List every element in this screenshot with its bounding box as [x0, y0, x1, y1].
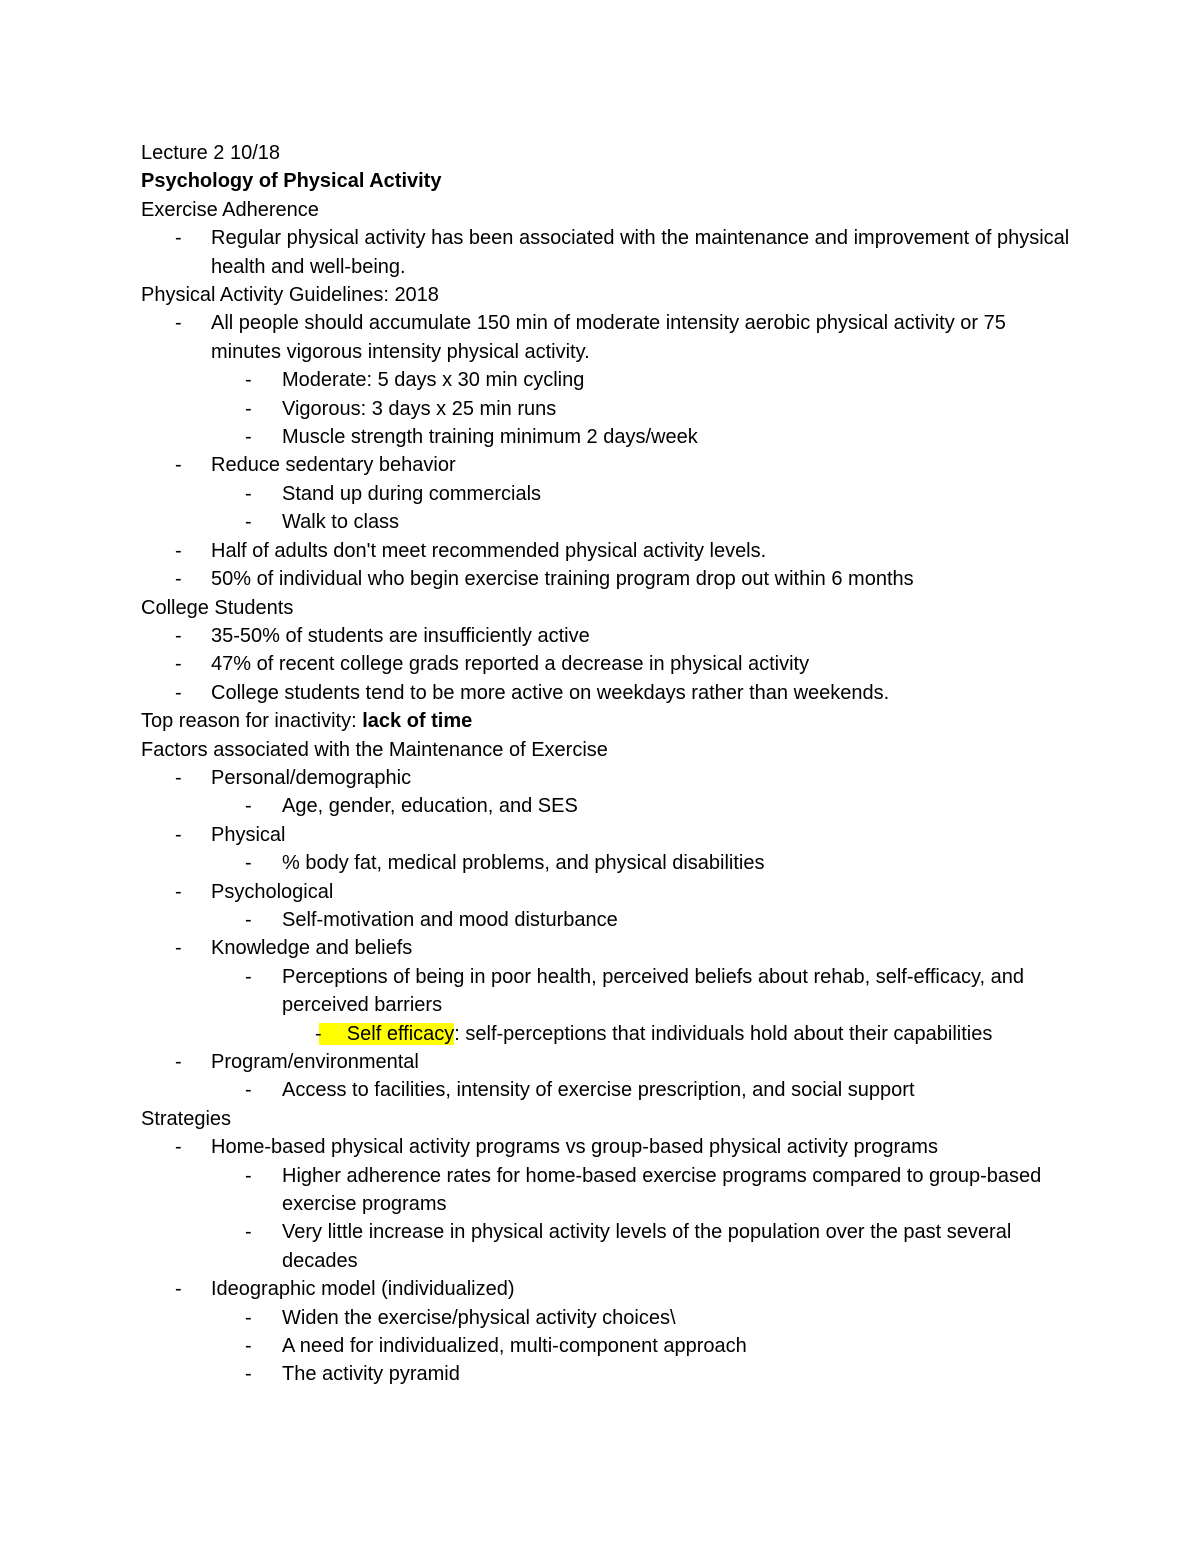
list-item-text: 50% of individual who begin exercise training program drop out within 6 months: [211, 568, 914, 591]
bullet-dash: -: [175, 1278, 182, 1301]
highlighted-term-text: Self efficacy: [346, 1022, 455, 1045]
list-item-text: Vigorous: 3 days x 25 min runs: [282, 397, 557, 420]
list-item: [141, 366, 1071, 394]
bullet-dash: -: [175, 1136, 182, 1159]
list-item: [141, 1133, 1071, 1161]
list-item: [141, 934, 1071, 962]
list-item-text: % body fat, medical problems, and physical disabilities: [282, 852, 765, 875]
list-item: [141, 1048, 1071, 1076]
list-item-text: Access to facilities, intensity of exercise prescription, and social support: [282, 1079, 915, 1102]
list-item: [141, 1076, 1071, 1104]
bullet-dash: -: [245, 1079, 252, 1102]
bullet-dash: -: [245, 1164, 252, 1187]
list-item: [141, 878, 1071, 906]
bullet-dash: -: [245, 852, 252, 875]
bullet-dash: -: [245, 1221, 252, 1244]
bullet-dash: -: [245, 511, 252, 534]
highlighted-term: [319, 1023, 454, 1045]
section-heading-factors: Factors associated with the Maintenance of Exercise: [141, 738, 608, 761]
bullet-dash: -: [245, 1306, 252, 1329]
bullet-dash: -: [175, 823, 182, 846]
list-item: [141, 537, 1071, 565]
bullet-dash: -: [175, 539, 182, 562]
list-item-text: Ideographic model (individualized): [211, 1278, 515, 1301]
list-item-text: Personal/demographic: [211, 766, 412, 789]
bullet-dash: -: [175, 227, 182, 250]
list-item: [141, 679, 1071, 707]
list-item: [141, 565, 1071, 593]
bullet-dash: -: [245, 369, 252, 392]
list-item: [141, 906, 1071, 934]
bullet-dash: -: [175, 624, 182, 647]
list-item-text: Psychological: [211, 880, 334, 903]
list-item: [141, 451, 1071, 479]
bullet-dash: -: [315, 1022, 322, 1045]
list-item: [141, 1020, 1071, 1048]
list-item-text: Half of adults don't meet recommended physical activity levels.: [211, 539, 767, 562]
top-reason-prefix: Top reason for inactivity:: [141, 710, 363, 733]
bullet-dash: -: [175, 880, 182, 903]
list-item-text: Muscle strength training minimum 2 days/week: [282, 426, 698, 449]
list-item-text: Perceptions of being in poor health, perceived beliefs about rehab, self-efficacy, and perceived barriers: [282, 965, 1024, 1017]
list-item-text: Age, gender, education, and SES: [282, 795, 578, 818]
list-item-text: Very little increase in physical activity levels of the population over the past several decades: [282, 1221, 1012, 1272]
list-item: [141, 508, 1071, 536]
page-title: Psychology of Physical Activity: [141, 170, 442, 193]
list-item-text: 35-50% of students are insufficiently active: [211, 624, 590, 647]
bullet-dash: -: [175, 937, 182, 960]
list-item-text: Moderate: 5 days x 30 min cycling: [282, 369, 585, 392]
list-item: [141, 792, 1071, 820]
list-item-text: All people should accumulate 150 min of moderate intensity aerobic physical activity or 75 minutes vigorous intensity physical activity.: [211, 312, 1006, 363]
bullet-dash: -: [175, 1051, 182, 1073]
list-item-text: Home-based physical activity programs vs group-based physical activity programs: [211, 1136, 938, 1159]
list-item-text: The activity pyramid: [282, 1363, 460, 1386]
section-heading-college-students: College Students: [141, 596, 294, 619]
list-item: [141, 224, 1071, 281]
list-item: [141, 821, 1071, 849]
list-item: [141, 1332, 1071, 1360]
bullet-dash: -: [245, 1335, 252, 1358]
bullet-dash: -: [245, 426, 252, 449]
list-item-text: Program/environmental: [211, 1051, 419, 1073]
list-item: [141, 395, 1071, 423]
list-item: [141, 1275, 1071, 1303]
bullet-dash: -: [175, 568, 182, 591]
bullet-dash: -: [175, 681, 182, 704]
list-item: [141, 1304, 1071, 1332]
section-heading-guidelines: Physical Activity Guidelines: 2018: [141, 284, 439, 307]
list-item: [141, 849, 1071, 877]
bullet-dash: -: [245, 795, 252, 818]
list-item: [141, 309, 1071, 366]
list-item-text: Regular physical activity has been associated with the maintenance and improvement of physical health and well-being.: [211, 227, 1070, 278]
list-item-text: Knowledge and beliefs: [211, 937, 413, 960]
list-item-text: Walk to class: [282, 511, 400, 534]
document-body: [141, 139, 1071, 1389]
list-item: [141, 764, 1071, 792]
list-item: [141, 963, 1071, 1020]
list-item-text: Reduce sedentary behavior: [211, 454, 456, 477]
list-item: [141, 1162, 1071, 1219]
list-item: [141, 423, 1071, 451]
bullet-dash: -: [175, 454, 182, 477]
bullet-dash: -: [245, 1363, 252, 1386]
list-item-text: Widen the exercise/physical activity choices\: [282, 1306, 676, 1329]
list-item-text: 47% of recent college grads reported a decrease in physical activity: [211, 653, 810, 676]
list-item: [141, 650, 1071, 678]
list-item: [141, 622, 1071, 650]
bullet-dash: -: [245, 965, 252, 988]
list-item-text: Physical: [211, 823, 286, 846]
list-item-text: Stand up during commercials: [282, 482, 542, 505]
section-heading-exercise-adherence: Exercise Adherence: [141, 198, 319, 221]
bullet-dash: -: [245, 908, 252, 931]
section-heading-strategies: Strategies: [141, 1107, 232, 1130]
definition-text: : self-perceptions that individuals hold about their capabilities: [454, 1022, 993, 1045]
bullet-dash: -: [245, 482, 252, 505]
top-reason-emphasis: lack of time: [362, 710, 473, 733]
list-item: [141, 480, 1071, 508]
lecture-label: Lecture 2 10/18: [141, 142, 280, 164]
list-item: [141, 1360, 1071, 1388]
list-item-text: A need for individualized, multi-component approach: [282, 1335, 747, 1358]
bullet-dash: -: [175, 766, 182, 789]
list-item-text: [319, 1020, 1071, 1048]
list-item-text: College students tend to be more active on weekdays rather than weekends.: [211, 681, 890, 704]
bullet-dash: -: [245, 397, 252, 420]
list-item-text: Higher adherence rates for home-based exercise programs compared to group-based exercise programs: [282, 1164, 1042, 1216]
bullet-dash: -: [175, 653, 182, 676]
top-reason-line: [141, 707, 1071, 735]
list-item-text: Self-motivation and mood disturbance: [282, 908, 618, 931]
bullet-dash: -: [175, 312, 182, 335]
list-item: [141, 1218, 1071, 1275]
